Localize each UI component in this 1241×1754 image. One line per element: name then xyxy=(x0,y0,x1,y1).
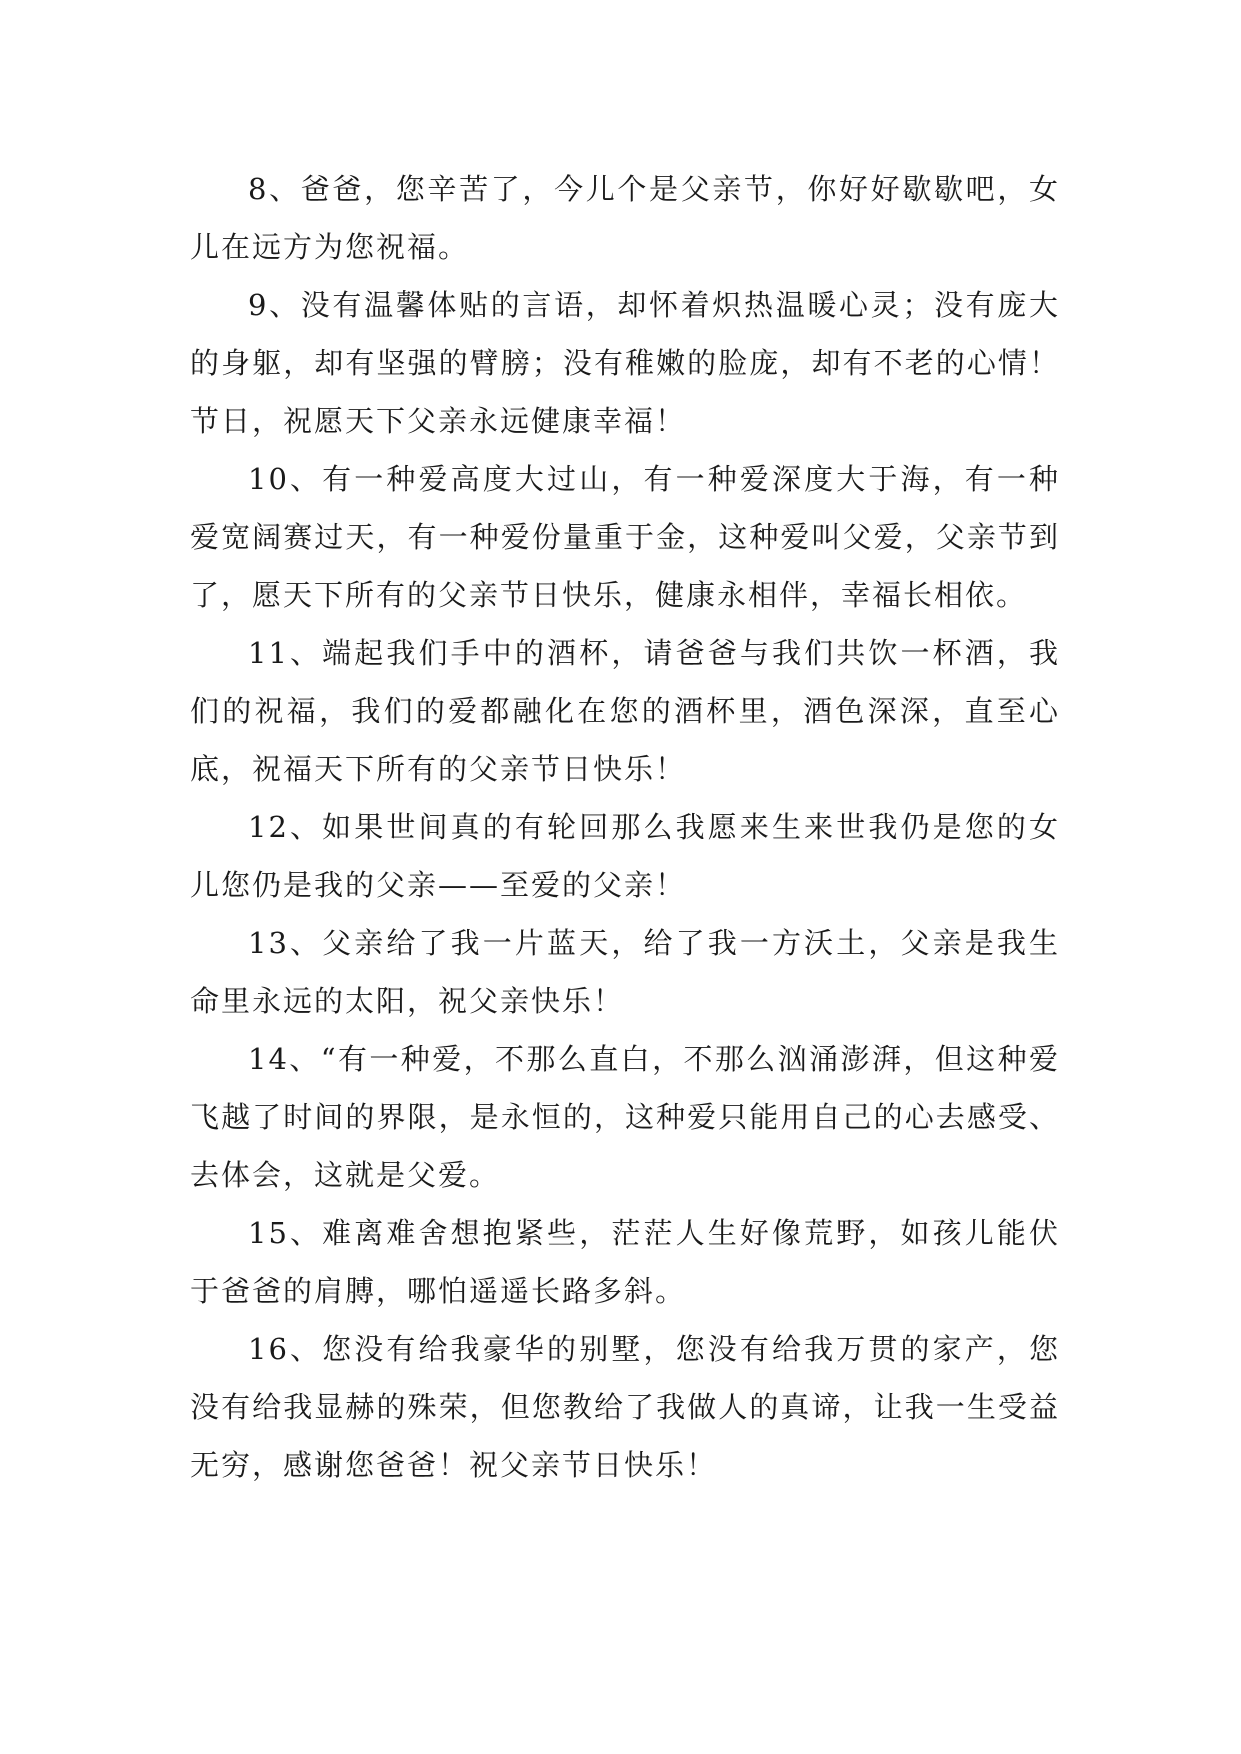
paragraph-13: 13、父亲给了我一片蓝天，给了我一方沃土，父亲是我生命里永远的太阳，祝父亲快乐！ xyxy=(190,926,1060,1018)
document-body xyxy=(190,160,1060,1494)
paragraph-15: 15、难离难舍想抱紧些，茫茫人生好像荒野，如孩儿能伏于爸爸的肩膊，哪怕遥遥长路多斜。 xyxy=(190,1216,1060,1308)
paragraph-9: 9、没有温馨体贴的言语，却怀着炽热温暖心灵；没有庞大的身躯，却有坚强的臂膀；没有稚嫩的脸庞，却有不老的心情！节日，祝愿天下父亲永远健康幸福！ xyxy=(190,288,1060,438)
paragraph-10: 10、有一种爱高度大过山，有一种爱深度大于海，有一种爱宽阔赛过天，有一种爱份量重于金，这种爱叫父爱，父亲节到了，愿天下所有的父亲节日快乐，健康永相伴，幸福长相依。 xyxy=(190,462,1060,612)
paragraph-14: 14、“有一种爱，不那么直白，不那么汹涌澎湃，但这种爱飞越了时间的界限，是永恒的，这种爱只能用自己的心去感受、去体会，这就是父爱。 xyxy=(190,1042,1060,1192)
paragraph-8: 8、爸爸，您辛苦了，今儿个是父亲节，你好好歇歇吧，女儿在远方为您祝福。 xyxy=(190,172,1060,264)
paragraph-11: 11、端起我们手中的酒杯，请爸爸与我们共饮一杯酒，我们的祝福，我们的爱都融化在您的酒杯里，酒色深深，直至心底，祝福天下所有的父亲节日快乐！ xyxy=(190,636,1060,786)
paragraph-16: 16、您没有给我豪华的别墅，您没有给我万贯的家产，您没有给我显赫的殊荣，但您教给了我做人的真谛，让我一生受益无穷，感谢您爸爸！祝父亲节日快乐！ xyxy=(190,1332,1060,1482)
paragraph-12: 12、如果世间真的有轮回那么我愿来生来世我仍是您的女儿您仍是我的父亲——至爱的父亲！ xyxy=(190,810,1060,902)
